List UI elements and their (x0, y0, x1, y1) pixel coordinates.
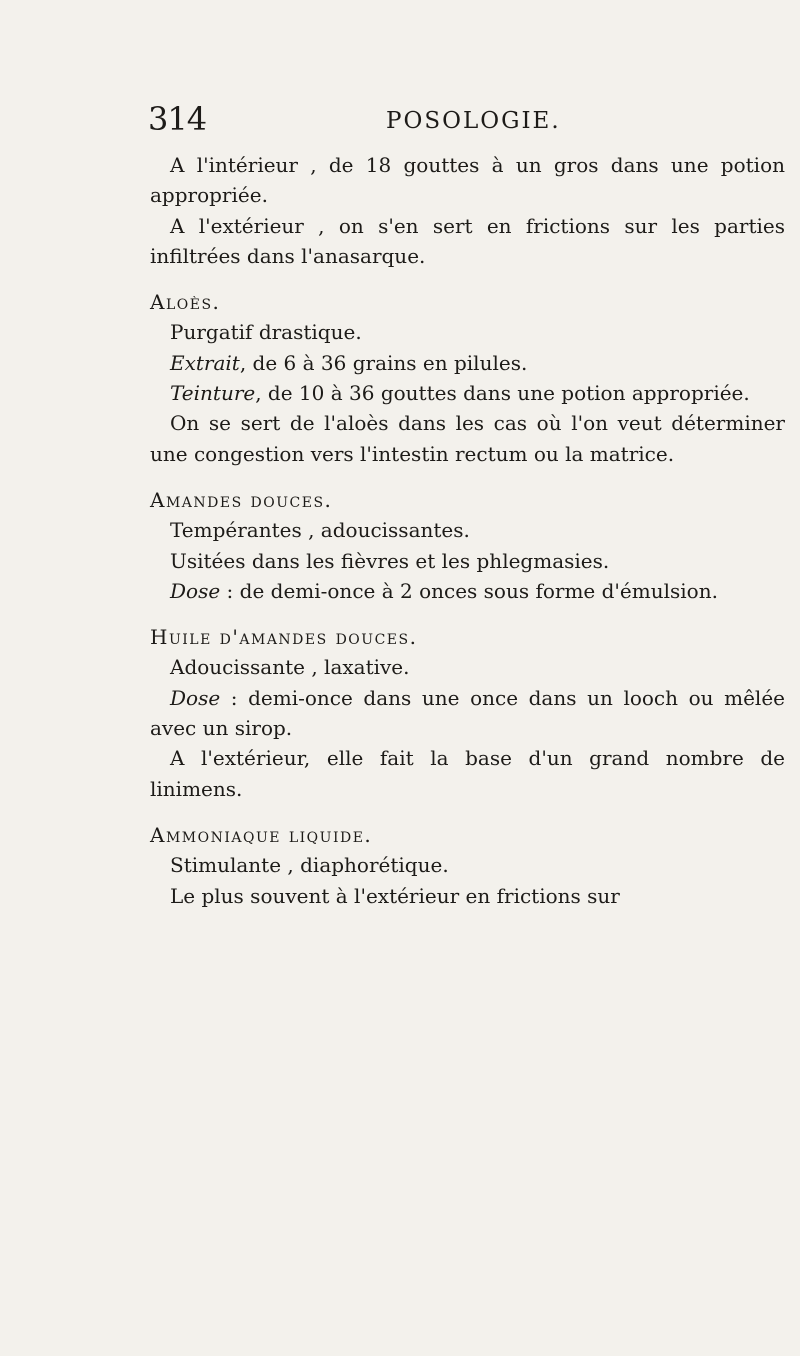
term-text: : demi-once dans une once dans un looch ou mêlée avec un sirop. (150, 685, 785, 741)
paragraph: A l'intérieur , de 18 gouttes à un gros dans une potion appropriée. (150, 153, 785, 208)
term-label: Dose (170, 685, 221, 710)
term-text: : de demi-once à 2 onces sous forme d'émulsion. (220, 578, 718, 603)
paragraph (150, 683, 785, 744)
term-label: Dose (170, 578, 221, 603)
term-label: Teinture (170, 381, 256, 406)
paragraph: Purgatif drastique. (170, 320, 362, 345)
term-text: , de 10 à 36 gouttes dans une potion appropriée. (255, 381, 750, 406)
paragraph: On se sert de l'aloès dans les cas où l'on veut déterminer une congestion vers l'intestin rectum ou la matrice. (150, 411, 785, 466)
entry-heading-aloes: Aloès. (150, 290, 221, 315)
paragraph (150, 378, 785, 408)
paragraph: Tempérantes , adoucissantes. (170, 518, 470, 543)
paragraph (150, 576, 785, 606)
paragraph: Adoucissante , laxative. (170, 655, 410, 680)
page-number: 314 (148, 100, 207, 138)
page-body (150, 150, 785, 911)
term-text: , de 6 à 36 grains en pilules. (239, 350, 528, 375)
paragraph: Usitées dans les fièvres et les phlegmasies. (170, 548, 610, 573)
paragraph (150, 348, 785, 378)
entry-heading-ammoniaque: Ammoniaque liquide. (150, 822, 373, 847)
entry-heading-huile: Huile d'amandes douces. (150, 625, 418, 650)
term-label: Extrait (170, 350, 240, 375)
paragraph: A l'extérieur, elle fait la base d'un grand nombre de linimens. (150, 746, 785, 801)
paragraph: A l'extérieur , on s'en sert en frictions sur les parties infiltrées dans l'anasarque. (150, 213, 785, 268)
entry-heading-amandes: Amandes douces. (150, 487, 333, 512)
paragraph: Stimulante , diaphorétique. (170, 853, 449, 878)
paragraph: Le plus souvent à l'extérieur en frictions sur (170, 883, 620, 908)
running-head: POSOLOGIE. (386, 108, 561, 134)
page-header (148, 100, 748, 144)
